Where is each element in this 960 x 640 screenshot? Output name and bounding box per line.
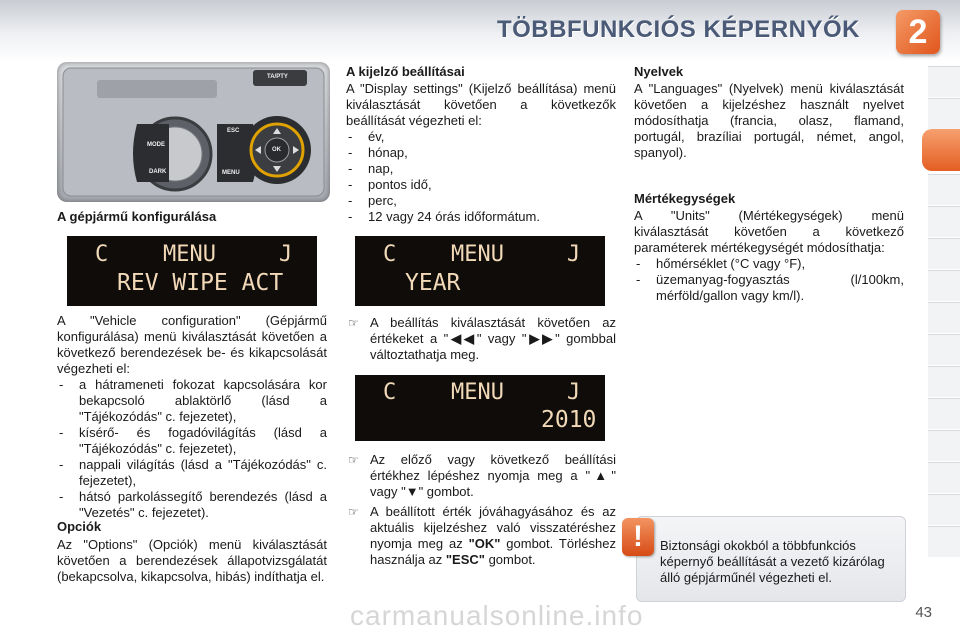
rewind-icon: ◀◀: [448, 331, 477, 346]
lcd-menu-text: MENU: [163, 242, 216, 267]
list-item: - 12 vagy 24 órás időformátum.: [346, 209, 616, 225]
ok-button[interactable]: OK: [272, 147, 281, 153]
lcd-bracket-left: C: [383, 242, 397, 267]
pointing-hand-icon: ☞: [348, 505, 359, 519]
options-heading: Opciók: [57, 519, 102, 534]
vehicle-config-heading: A gépjármű konfigurálása: [57, 209, 217, 224]
watermark: carmanualsonline.info: [350, 600, 644, 631]
mode-button[interactable]: MODE: [147, 142, 165, 148]
list-item: - perc,: [346, 193, 616, 209]
chapter-badge: 2: [896, 10, 940, 54]
list-item: - a hátrameneti fokozat kapcsolására kor bekapcsoló ablaktörlő (lásd a "Tájékozódás" c. fejezetet),: [57, 377, 327, 425]
fast-forward-icon: ▶▶: [526, 331, 556, 346]
side-tab[interactable]: [928, 494, 960, 525]
list-item: - hőmérséklet (°C vagy °F),: [634, 256, 904, 272]
display-settings-body: [346, 81, 616, 225]
warning-text: Biztonsági okokból a többfunkciós képernyő beállítását a vezető kizárólag álló gépjárműnél végezheti el.: [660, 538, 885, 585]
side-tab[interactable]: [928, 270, 960, 301]
list-item: - hónap,: [346, 145, 616, 161]
vehicle-config-body: [57, 313, 327, 521]
lcd-menu-text: MENU: [451, 242, 504, 267]
options-text: Az "Options" (Opciók) menü kiválasztását követően a berendezések állapotvizsgálatát (bekapcsolva, kikapcsolva, hibás) indíthatja el.: [57, 537, 327, 584]
lcd-display-year: [355, 236, 605, 306]
languages-heading: Nyelvek: [634, 64, 684, 79]
units-heading: Mértékegységek: [634, 191, 736, 206]
lcd-bracket-right: J: [279, 242, 293, 267]
list-item: - üzemanyag-fogyasztás (l/100km, mérföld/gallon vagy km/l).: [634, 272, 904, 304]
display-settings-intro: A "Display settings" (Kijelző beállítása) menü kiválasztását követően a következők beállítását végezheti el:: [346, 81, 616, 128]
side-tab-active[interactable]: [922, 129, 960, 171]
lcd-bracket-right: J: [567, 380, 581, 405]
side-tab[interactable]: [928, 206, 960, 237]
side-tab[interactable]: [928, 398, 960, 429]
pointing-hand-icon: ☞: [348, 453, 359, 467]
lcd-value-text: YEAR: [405, 270, 461, 296]
vehicle-config-intro: A "Vehicle configuration" (Gépjármű konfigurálása) menü kiválasztását követően a következő berendezések be- és kikapcsolását végezheti el:: [57, 313, 327, 376]
lcd-display-year-value: [355, 375, 605, 441]
pointing-hand-icon: ☞: [348, 316, 359, 330]
side-tab[interactable]: [928, 66, 960, 97]
lcd-display-vehicle-config: [67, 236, 317, 306]
list-item: - nappali világítás (lásd a "Tájékozódás" c. fejezetet),: [57, 457, 327, 489]
side-tab[interactable]: [928, 174, 960, 205]
list-item: - év,: [346, 129, 616, 145]
control-panel-photo: [57, 62, 330, 202]
side-tab[interactable]: [928, 302, 960, 333]
bullet-select-value: ☞ A beállítás kiválasztását követően az értékeket a "◀◀" vagy "▶▶" gombbal változtathatja meg.: [348, 315, 617, 362]
side-tab[interactable]: [928, 334, 960, 365]
ta-pty-label: TA/PTY: [267, 74, 288, 80]
lcd-menu-text: MENU: [451, 380, 504, 405]
esc-button[interactable]: ESC: [227, 128, 240, 134]
lcd-bracket-left: C: [383, 380, 397, 405]
list-item: - kísérő- és fogadóvilágítás (lásd a "Tájékozódás" c. fejezetet),: [57, 425, 327, 457]
lcd-value-text: 2010: [541, 407, 597, 433]
list-item: - nap,: [346, 161, 616, 177]
side-tab[interactable]: [928, 366, 960, 397]
side-tab[interactable]: [928, 462, 960, 493]
bullets-navigation: ☞ Az előző vagy következő beállítási értékhez lépéshez nyomja meg a "▲" vagy "▼" gombot. ☞ A beállított érték jóváhagyásához és az aktuális kijelzéshez való visszatéréshez nyomja meg az "OK" gombot. Törléshez használja az "ESC" gombot.: [348, 452, 616, 567]
display-settings-heading: A kijelző beállításai: [346, 64, 465, 79]
side-tab[interactable]: [928, 98, 960, 129]
lcd-value-text: REV WIPE ACT: [117, 270, 284, 296]
side-tab[interactable]: [928, 430, 960, 461]
control-panel-drawing: [57, 62, 330, 202]
dark-button[interactable]: DARK: [149, 169, 167, 175]
units-text: A "Units" (Mértékegységek) menü kiválasztását követően a következő paraméterek mértékegységét módosíthatja:: [634, 208, 904, 255]
list-item: - hátsó parkolássegítő berendezés (lásd a "Vezetés" c. fejezetet).: [57, 489, 327, 521]
side-tab[interactable]: [928, 238, 960, 269]
page-title: TÖBBFUNKCIÓS KÉPERNYŐK: [496, 16, 860, 43]
languages-text: A "Languages" (Nyelvek) menü kiválasztását követően a kijelzéshez használt nyelvet módosíthatja (francia, olasz, flamand, portugál, brazíliai portugál, német, angol, spanyol).: [634, 81, 904, 160]
side-tab[interactable]: [928, 526, 960, 557]
units-body: [634, 208, 904, 304]
warning-icon: !: [622, 518, 654, 556]
lcd-bracket-left: C: [95, 242, 109, 267]
menu-button[interactable]: MENU: [222, 170, 240, 176]
arrow-up-icon: ▲: [590, 468, 612, 483]
lcd-bracket-right: J: [567, 242, 581, 267]
list-item: - pontos idő,: [346, 177, 616, 193]
arrow-down-icon: ▼: [405, 484, 419, 499]
page-number: 43: [915, 604, 932, 621]
